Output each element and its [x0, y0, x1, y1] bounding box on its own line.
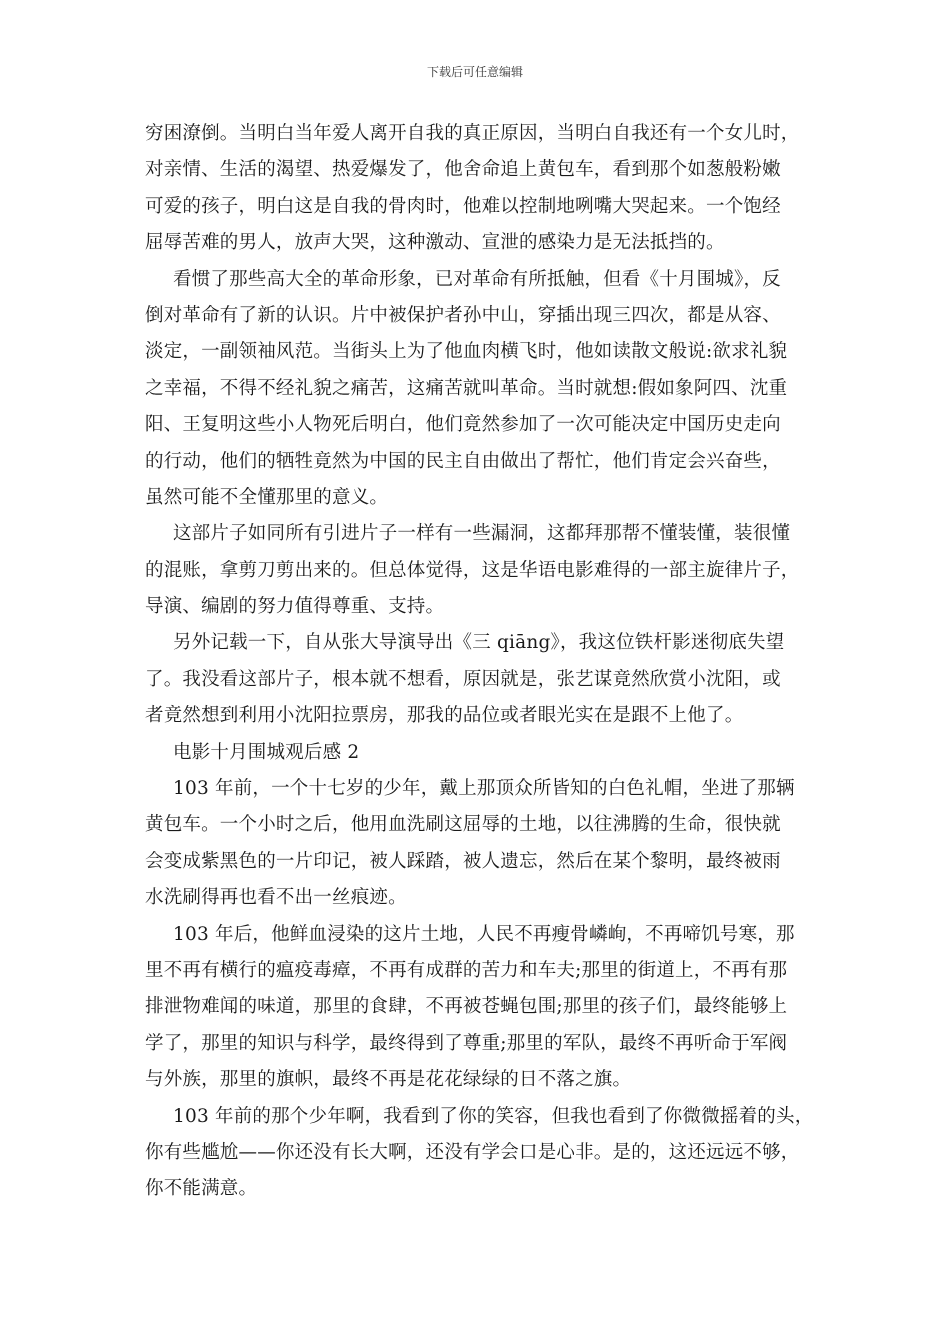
text-line: 你不能满意。 — [145, 1178, 258, 1200]
text-line: 屈辱苦难的男人，放声大哭，这种激动、宣泄的感染力是无法抵挡的。 — [145, 232, 725, 254]
text-line: 里不再有横行的瘟疫毒瘴，不再有成群的苦力和车夫;那里的街道上，不再有那 — [145, 959, 788, 981]
text-line: 与外族，那里的旗帜，最终不再是花花绿绿的日不落之旗。 — [145, 1069, 632, 1091]
page-header: 下载后可任意编辑 — [426, 65, 523, 79]
text-line: 的混账，拿剪刀剪出来的。但总体觉得，这是华语电影难得的一部主旋律片子， — [145, 559, 800, 581]
text-line: 电影十月围城观后感 2 — [173, 741, 360, 763]
text-line: 103 年前，一个十七岁的少年，戴上那顶众所皆知的白色礼帽，坐进了那辆 — [173, 778, 795, 800]
text-line: 虽然可能不全懂那里的意义。 — [145, 486, 389, 508]
text-line: 这部片子如同所有引进片子一样有一些漏洞，这都拜那帮不懂装懂，装很懂 — [173, 523, 791, 545]
text-line: 阳、王复明这些小人物死后明白，他们竟然参加了一次可能决定中国历史走向 — [145, 414, 781, 436]
text-line: 导演、编剧的努力值得尊重、支持。 — [145, 596, 445, 618]
text-line: 穷困潦倒。当明白当年爱人离开自我的真正原因，当明白自我还有一个女儿时， — [145, 123, 800, 144]
text-line: 淡定，一副领袖风范。当街头上为了他血肉横飞时，他如读散文般说:欲求礼貌 — [145, 341, 788, 363]
document-body — [145, 116, 815, 1208]
text-line: 了。我没看这部片子，根本就不想看，原因就是，张艺谋竟然欣赏小沈阳，或 — [145, 668, 781, 690]
text-line: 黄包车。一个小时之后，他用血洗刷这屈辱的土地，以往沸腾的生命，很快就 — [145, 814, 781, 836]
text-line: 者竟然想到利用小沈阳拉票房，那我的品位或者眼光实在是跟不上他了。 — [145, 705, 744, 727]
text-line: 另外记载一下，自从张大导演导出《三 qiāng》，我这位铁杆影迷彻底失望 — [173, 632, 785, 654]
text-line: 103 年前的那个少年啊，我看到了你的笑容，但我也看到了你微微摇着的头， — [173, 1105, 814, 1127]
text-line: 之幸福，不得不经礼貌之痛苦，这痛苦就叫革命。当时就想:假如象阿四、沈重 — [145, 377, 788, 399]
text-line: 水洗刷得再也看不出一丝痕迹。 — [145, 887, 407, 909]
text-line: 你有些尴尬——你还没有长大啊，还没有学会口是心非。是的，这还远远不够， — [145, 1141, 800, 1163]
text-line: 对亲情、生活的渴望、热爱爆发了，他舍命追上黄包车，看到那个如葱般粉嫩 — [145, 159, 781, 181]
text-line: 学了，那里的知识与科学，最终得到了尊重;那里的军队，最终不再听命于军阀 — [145, 1032, 788, 1054]
text-line: 排泄物难闻的味道，那里的食肆，不再被苍蝇包围;那里的孩子们，最终能够上 — [145, 996, 788, 1018]
text-line: 的行动，他们的牺牲竟然为中国的民主自由做出了帮忙，他们肯定会兴奋些， — [145, 450, 781, 472]
text-line: 看惯了那些高大全的革命形象，已对革命有所抵触，但看《十月围城》，反 — [173, 268, 781, 290]
text-line: 103 年后，他鲜血浸染的这片土地，人民不再瘦骨嶙峋，不再啼饥号寒，那 — [173, 923, 795, 945]
text-line: 会变成紫黑色的一片印记，被人踩踏，被人遗忘，然后在某个黎明，最终被雨 — [145, 850, 781, 872]
text-line: 倒对革命有了新的认识。片中被保护者孙中山，穿插出现三四次，都是从容、 — [145, 304, 781, 326]
text-line: 可爱的孩子，明白这是自我的骨肉时，他难以控制地咧嘴大哭起来。一个饱经 — [145, 195, 781, 217]
